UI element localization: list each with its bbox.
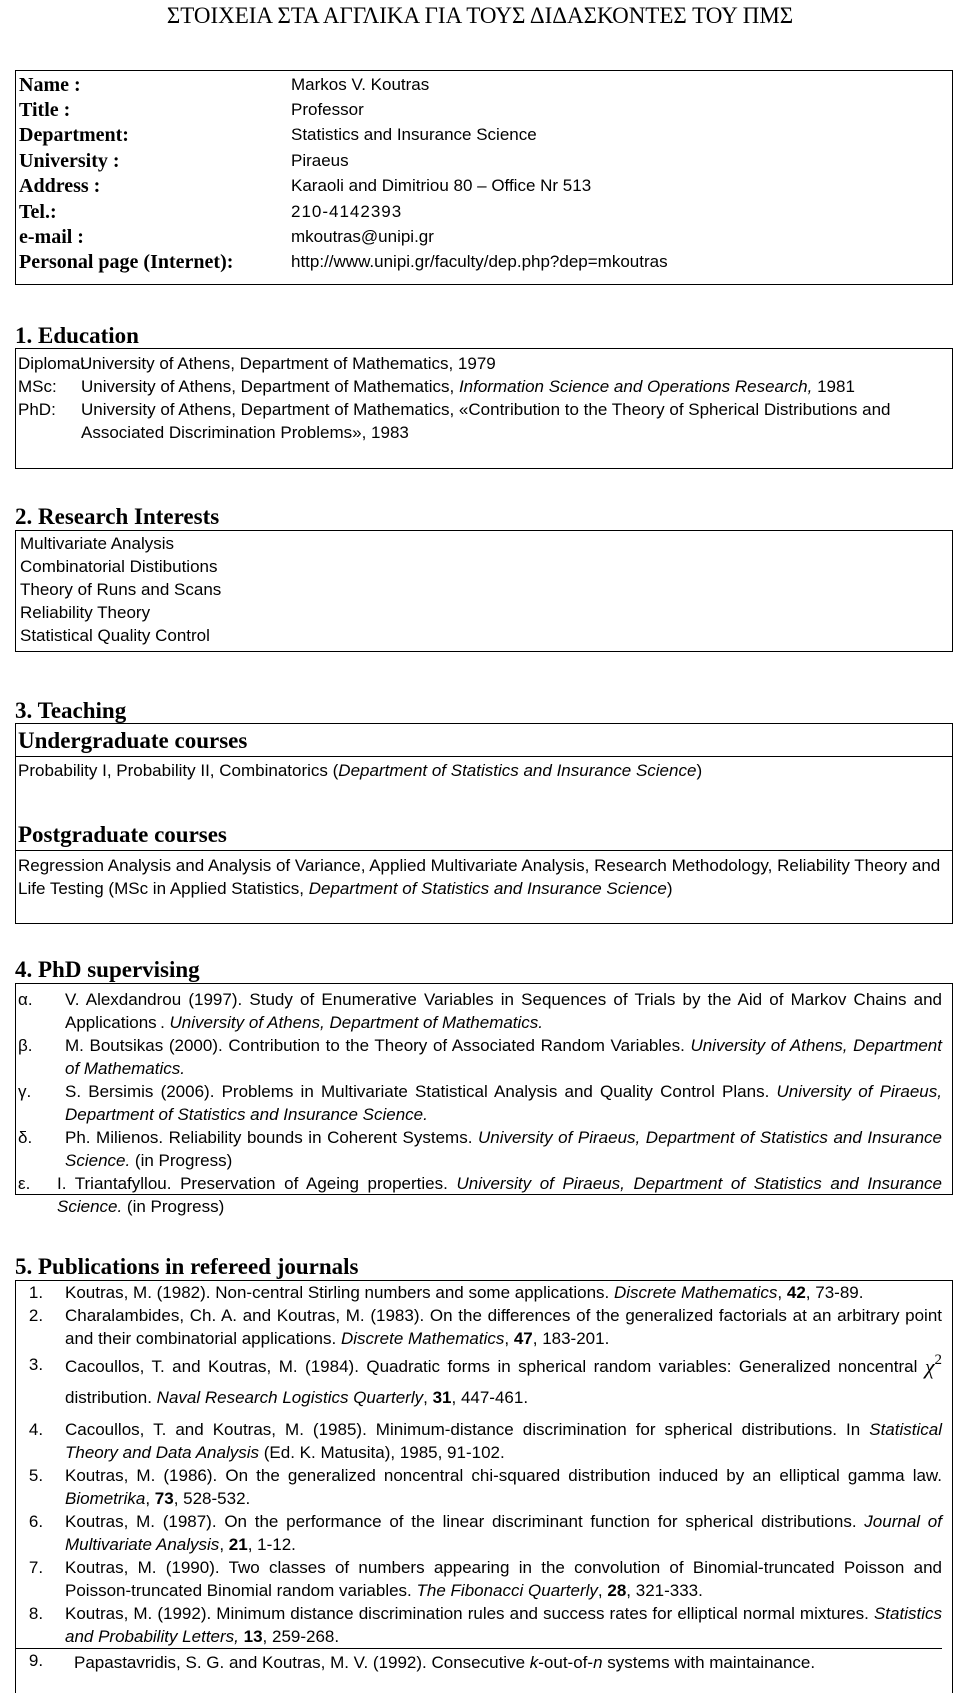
info-row-name	[16, 71, 952, 97]
info-label: Name :	[19, 74, 81, 96]
ug-text: Probability I, Probability II, Combinatorics (	[18, 761, 339, 780]
phd-item	[18, 988, 942, 1034]
publication-number: 4.	[28, 1420, 44, 1439]
publication-sep: ,	[145, 1489, 155, 1508]
diploma-text: University of Athens, Department of Mathematics, 1979	[80, 354, 496, 373]
msc-label: MSc:	[18, 377, 57, 396]
publication-text: Koutras, M. (1992). Minimum distance discrimination rules and success rates for elliptical normal mixtures.	[65, 1604, 874, 1623]
publication-text: Charalambides, Ch. A. and Koutras, M. (1983). On the differences of the generalized factorials at an arbitrary point and their combinatorial applications.	[65, 1306, 942, 1348]
undergraduate-courses	[18, 759, 948, 782]
pg-italic: Department of Statistics and Insurance Science	[308, 879, 667, 898]
research-box	[15, 530, 953, 652]
publication-number: 7.	[28, 1558, 44, 1577]
info-row-tel	[16, 198, 952, 224]
publication-n: n	[593, 1653, 603, 1672]
publication-sep: ,	[597, 1581, 608, 1600]
phd-item	[18, 1172, 942, 1218]
msc-italic: Information Science and Operations Research,	[458, 377, 813, 396]
publication-pages: , 447-461.	[451, 1388, 529, 1407]
publication-pages: , 73-89.	[805, 1283, 864, 1302]
publication-journal: Statistics and Probability Letters,	[65, 1604, 942, 1646]
phd-item-tail: (in Progress)	[130, 1151, 233, 1170]
research-item: Multivariate Analysis	[20, 534, 175, 553]
info-label: Tel.:	[19, 201, 57, 223]
publication-k: k	[529, 1653, 539, 1672]
phd-item-text: Ph. Milienos. Reliability bounds in Coherent Systems.	[65, 1128, 478, 1147]
publication-journal: Discrete Mathematics	[613, 1283, 778, 1302]
info-label: Title :	[19, 99, 71, 121]
info-row-department	[16, 121, 952, 147]
publication-journal: Discrete Mathematics	[340, 1329, 505, 1348]
info-value: Professor	[291, 100, 364, 119]
education-msc	[18, 375, 950, 398]
publications-heading: 5. Publications in refereed journals	[15, 1254, 359, 1279]
publication-item	[18, 1281, 942, 1304]
phd-item-italic: University of Athens, Department of Mathematics.	[169, 1013, 544, 1032]
education-box	[15, 348, 953, 469]
publications-box	[15, 1280, 953, 1693]
info-value: 210-4142393	[291, 202, 403, 221]
msc-year: 1981	[817, 377, 855, 396]
phd-item-text: I. Triantafyllou. Preservation of Ageing properties.	[57, 1174, 457, 1193]
publication-volume: 21	[228, 1535, 248, 1554]
chi-symbol: χ	[924, 1354, 935, 1379]
info-label: Personal page (Internet):	[19, 251, 234, 273]
research-item: Combinatorial Distibutions	[20, 557, 218, 576]
publication-journal: Journal of Multivariate Analysis	[65, 1512, 942, 1554]
publication-number: 3.	[28, 1355, 44, 1374]
ug-tail: )	[696, 761, 703, 780]
postgraduate-courses	[18, 854, 948, 900]
publication-volume: 73	[154, 1489, 174, 1508]
publication-text: Koutras, M. (1986). On the generalized noncentral chi-squared distribution induced by an elliptical gamma law.	[65, 1466, 942, 1485]
phd-item-label: β.	[18, 1036, 33, 1055]
publication-sep: ,	[423, 1388, 433, 1407]
publication-item	[18, 1556, 942, 1602]
info-row-personal-page	[16, 248, 952, 274]
publication-number: 6.	[28, 1512, 44, 1531]
teaching-heading: 3. Teaching	[15, 698, 127, 723]
publication-number: 9.	[28, 1651, 44, 1670]
research-heading: 2. Research Interests	[15, 504, 220, 529]
email-link[interactable]: mkoutras@unipi.gr	[291, 227, 434, 246]
info-row-title	[16, 96, 952, 122]
phd-item	[18, 1034, 942, 1080]
phd-item-tail: (in Progress)	[122, 1197, 225, 1216]
education-heading: 1. Education	[15, 323, 139, 348]
phd-item-italic: University of Piraeus, Department of Statistics and Insurance Science.	[57, 1174, 942, 1216]
publication-pages: , 321-333.	[626, 1581, 703, 1600]
publication-item	[18, 1602, 942, 1648]
publication-item	[18, 1418, 942, 1464]
phd-item	[18, 1080, 942, 1126]
publication-pages: , 183-201.	[532, 1329, 610, 1348]
phd-label: PhD:	[18, 400, 56, 419]
pg-tail: )	[666, 879, 673, 898]
info-value: Statistics and Insurance Science	[291, 125, 537, 144]
publication-text: Koutras, M. (1990). Two classes of numbers appearing in the convolution of Binomial-truncated Poisson and Poisson-truncated Binomial random variables.	[65, 1558, 942, 1600]
publication-sep: ,	[504, 1329, 514, 1348]
publication-text-c: systems with maintainance.	[602, 1653, 816, 1672]
publication-sep: ,	[777, 1283, 787, 1302]
postgraduate-heading: Postgraduate courses	[16, 821, 952, 851]
publication-pages: , 528-532.	[173, 1489, 251, 1508]
publication-text: Papastavridis, S. G. and Koutras, M. V. (1992). Consecutive	[74, 1653, 530, 1672]
publication-sep: ,	[219, 1535, 229, 1554]
publication-number: 5.	[28, 1466, 44, 1485]
research-item: Statistical Quality Control	[20, 626, 210, 645]
publication-journal: Naval Research Logistics Quarterly	[156, 1388, 424, 1407]
msc-text: University of Athens, Department of Mathematics,	[81, 377, 459, 396]
info-label: Address :	[19, 175, 101, 197]
publication-item	[16, 1648, 942, 1674]
publication-pages: , 1-12.	[247, 1535, 296, 1554]
ug-italic: Department of Statistics and Insurance Science	[338, 761, 697, 780]
education-phd	[18, 398, 950, 444]
personal-page-link[interactable]: http://www.unipi.gr/faculty/dep.php?dep=mkoutras	[291, 252, 668, 271]
publication-item	[18, 1464, 942, 1510]
phd-item-label: γ.	[18, 1082, 32, 1101]
publication-text: Koutras, M. (1987). On the performance of the linear discriminant function for spherical distributions.	[65, 1512, 865, 1531]
phd-text: University of Athens, Department of Mathematics, «Contribution to the Theory of Spherical Distributions and Associated Discrimination Problems», 1983	[81, 400, 891, 442]
publication-volume: 31	[432, 1388, 452, 1407]
research-item: Reliability Theory	[20, 603, 151, 622]
info-label: Department:	[19, 124, 129, 146]
diploma-label: Diploma:	[18, 354, 86, 373]
undergraduate-heading: Undergraduate courses	[16, 727, 952, 757]
info-label: e-mail :	[19, 226, 84, 248]
publication-number: 8.	[28, 1604, 44, 1623]
education-diploma	[18, 352, 950, 375]
phd-heading: 4. PhD supervising	[15, 957, 200, 982]
info-row-email	[16, 223, 952, 249]
phd-item-label: α.	[18, 990, 33, 1009]
pg-text: Regression Analysis and Analysis of Variance, Applied Multivariate Analysis, Research Methodology, Reliability Theory and Life Testing (MSc in Applied Statistics,	[18, 856, 941, 898]
publication-item	[18, 1304, 942, 1350]
publication-item	[18, 1350, 942, 1412]
info-value: Piraeus	[291, 151, 349, 170]
publication-volume: 42	[786, 1283, 806, 1302]
publication-number: 2.	[28, 1306, 44, 1325]
info-label: University :	[19, 150, 120, 172]
info-value: Karaoli and Dimitriou 80 – Office Nr 513	[291, 176, 592, 195]
phd-item	[18, 1126, 942, 1172]
chi-superscript: 2	[934, 1352, 942, 1368]
phd-item-label: ε.	[18, 1174, 31, 1193]
document-title: ΣΤΟΙΧΕΙΑ ΣΤΑ ΑΓΓΛΙΚΑ ΓΙΑ ΤΟΥΣ ΔΙΔΑΣΚΟΝΤΕΣ ΤΟΥ ΠΜΣ	[166, 3, 794, 28]
publication-text-2: distribution.	[65, 1388, 157, 1407]
publication-journal: The Fibonacci Quarterly	[416, 1581, 598, 1600]
phd-item-text: M. Boutsikas (2000). Contribution to the Theory of Associated Random Variables.	[65, 1036, 691, 1055]
info-row-university	[16, 147, 952, 173]
publication-pages: , 259-268.	[262, 1627, 340, 1646]
publication-number: 1.	[28, 1283, 44, 1302]
info-table	[15, 70, 953, 285]
phd-box	[15, 983, 953, 1216]
phd-item-text: V. Alexdandrou (1997). Study of Enumerative Variables in Sequences of Trials by the Aid of Markov Chains and Applications .	[65, 990, 942, 1032]
publication-volume: 28	[607, 1581, 627, 1600]
teaching-box	[15, 723, 953, 924]
publication-text: Cacoullos, T. and Koutras, M. (1985). Minimum-distance discrimination for spherical distributions. In	[65, 1420, 870, 1439]
research-item: Theory of Runs and Scans	[20, 580, 222, 599]
phd-item-label: δ.	[18, 1128, 33, 1147]
phd-item-italic: University of Piraeus, Department of Statistics and Insurance Science.	[65, 1128, 943, 1170]
publication-volume: 13	[243, 1627, 263, 1646]
publication-text: Koutras, M. (1982). Non-central Stirling numbers and some applications.	[65, 1283, 614, 1302]
publication-pages: (Ed. K. Matusita), 1985, 91-102.	[259, 1443, 505, 1462]
info-value: Markos V. Koutras	[291, 75, 430, 94]
publication-text: Cacoullos, T. and Koutras, M. (1984). Quadratic forms in spherical random variables: Generalized noncentral	[65, 1357, 925, 1376]
publication-journal: Statistical Theory and Data Analysis	[65, 1420, 942, 1462]
phd-item-text: S. Bersimis (2006). Problems in Multivariate Statistical Analysis and Quality Control Plans.	[65, 1082, 777, 1101]
phd-item-italic: University of Piraeus, Department of Statistics and Insurance Science.	[65, 1082, 942, 1124]
phd-item-italic: University of Athens, Department of Mathematics.	[65, 1036, 942, 1078]
publication-item	[18, 1510, 942, 1556]
info-row-address	[16, 172, 952, 198]
publication-volume: 47	[513, 1329, 533, 1348]
publication-journal: Biometrika	[65, 1489, 146, 1508]
publication-text-b: -out-of-	[538, 1653, 594, 1672]
